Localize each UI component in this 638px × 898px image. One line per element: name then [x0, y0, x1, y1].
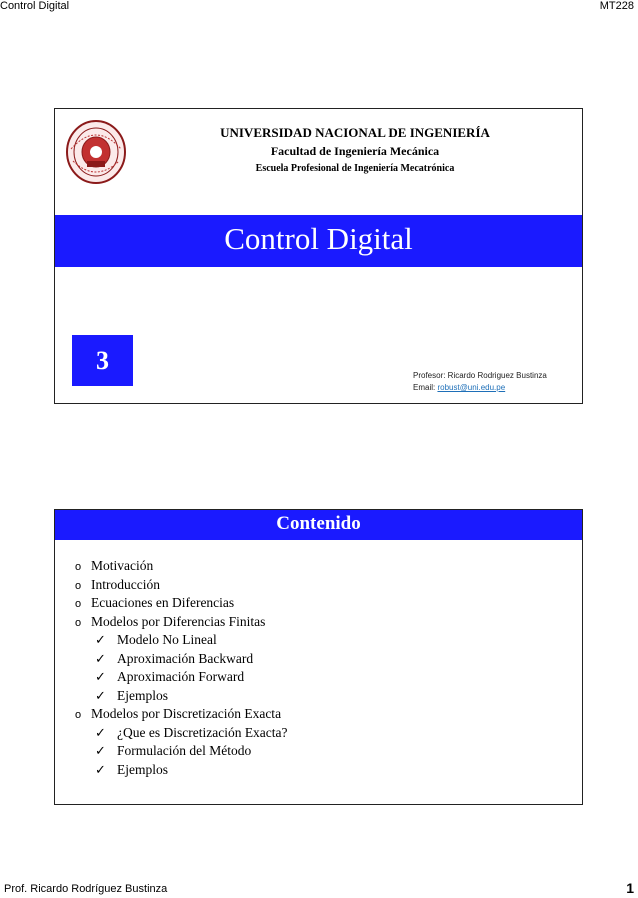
circle-bullet-icon: o: [75, 561, 82, 573]
list-item: [95, 632, 217, 648]
checkmark-icon: ✓: [95, 670, 106, 685]
list-item-text: Ejemplos: [117, 761, 168, 777]
list-item: [75, 577, 160, 593]
email-line: [413, 383, 505, 392]
list-item-text: Motivación: [91, 558, 154, 573]
school-name: Escuela Profesional de Ingeniería Mecatrónica: [255, 163, 455, 174]
checkmark-icon: ✓: [95, 688, 106, 704]
page-number: 1: [626, 880, 634, 896]
list-item-text: Modelos por Diferencias Finitas: [91, 613, 266, 629]
list-item: [75, 614, 265, 630]
list-item: [95, 743, 251, 759]
checkmark-icon: ✓: [95, 651, 106, 667]
list-item: [75, 706, 281, 722]
circle-bullet-icon: o: [75, 598, 82, 610]
list-item: [75, 558, 153, 574]
list-item-text: Modelo No Lineal: [117, 632, 217, 647]
email-label: Email:: [413, 383, 438, 392]
list-item: [95, 688, 168, 704]
circle-bullet-icon: o: [75, 616, 82, 629]
email-link[interactable]: robust@uni.edu.pe: [437, 383, 506, 392]
circle-bullet-icon: o: [75, 709, 82, 721]
list-item-text: Formulación del Método: [117, 743, 252, 758]
list-item-text: Ejemplos: [117, 687, 168, 703]
university-name: UNIVERSIDAD NACIONAL DE INGENIERÍA: [220, 125, 490, 140]
list-item: [95, 669, 244, 685]
professor-name: Profesor: Ricardo Rodriguez Bustinza: [413, 371, 547, 380]
list-item: [95, 762, 168, 778]
list-item-text: Introducción: [91, 576, 160, 592]
slide-title: Control Digital: [224, 221, 413, 256]
title-slide: [54, 108, 583, 404]
footer-author: Prof. Ricardo Rodríguez Bustinza: [4, 883, 168, 895]
list-item-text: Ecuaciones en Diferencias: [91, 595, 235, 610]
list-item: [95, 725, 288, 741]
list-item-text: Modelos por Discretización Exacta: [91, 706, 282, 721]
contents-band: [55, 510, 582, 540]
contents-title: Contenido: [276, 513, 361, 534]
list-item-text: ¿Que es Discretización Exacta?: [117, 724, 288, 740]
checkmark-icon: ✓: [95, 744, 106, 759]
list-item: [75, 595, 234, 611]
list-item-text: Aproximación Backward: [117, 650, 254, 666]
chapter-number: 3: [72, 335, 133, 386]
checkmark-icon: ✓: [95, 725, 106, 741]
list-item-text: Aproximación Forward: [117, 669, 245, 684]
faculty-name: Facultad de Ingeniería Mecánica: [270, 144, 440, 158]
list-item: [95, 651, 253, 667]
university-seal-icon: [65, 119, 127, 185]
contents-slide: [54, 509, 583, 805]
checkmark-icon: ✓: [95, 633, 106, 648]
circle-bullet-icon: o: [75, 579, 82, 592]
title-band: [55, 215, 582, 267]
header-course-title: Control Digital: [0, 0, 70, 12]
checkmark-icon: ✓: [95, 762, 106, 778]
header-course-code: MT228: [599, 0, 634, 12]
